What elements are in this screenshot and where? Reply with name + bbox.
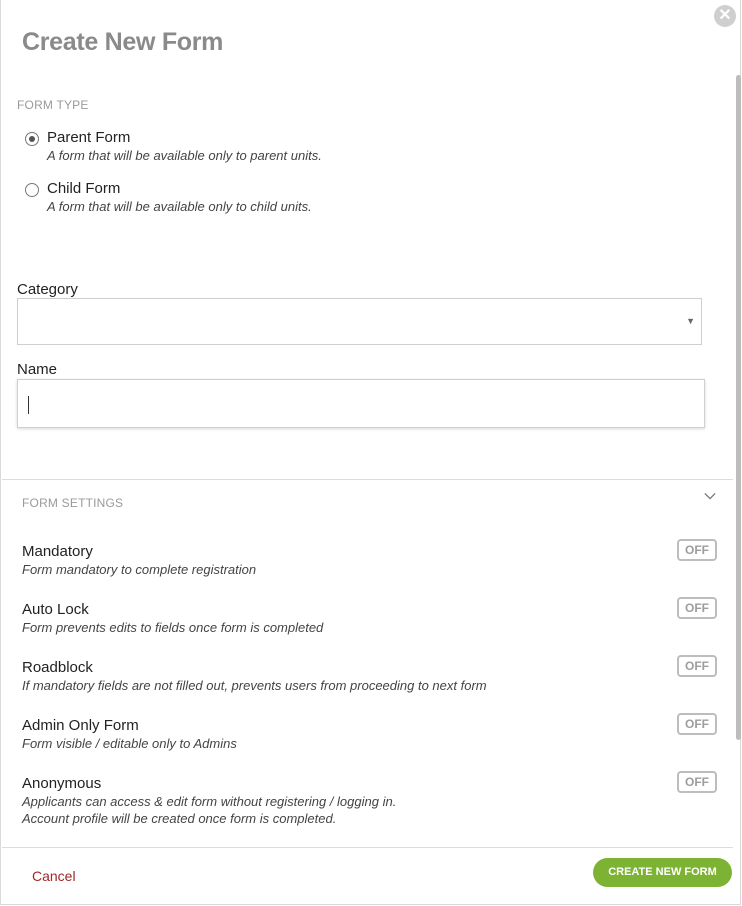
- create-new-form-button[interactable]: CREATE NEW FORM: [593, 858, 732, 887]
- form-settings-label: FORM SETTINGS: [22, 496, 124, 510]
- footer-divider: [2, 847, 733, 848]
- setting-description: Applicants can access & edit form without registering / logging in.: [22, 794, 397, 809]
- setting-title: Anonymous: [22, 775, 102, 792]
- mandatory-toggle[interactable]: OFF: [677, 539, 717, 561]
- section-divider: [2, 479, 733, 480]
- admin-only-toggle[interactable]: OFF: [677, 713, 717, 735]
- setting-title: Roadblock: [22, 659, 93, 676]
- setting-description: If mandatory fields are not filled out, prevents users from proceeding to next form: [22, 678, 487, 693]
- setting-title: Admin Only Form: [22, 717, 139, 734]
- radio-label: Parent Form: [47, 129, 131, 146]
- name-input[interactable]: [17, 379, 705, 428]
- radio-button-parent[interactable]: [25, 132, 39, 146]
- chevron-down-icon[interactable]: [704, 490, 716, 502]
- category-label: Category: [17, 281, 78, 298]
- text-caret: [28, 396, 29, 414]
- scrollbar[interactable]: [736, 75, 741, 740]
- dialog-title: Create New Form: [22, 28, 224, 56]
- cancel-button[interactable]: Cancel: [32, 868, 76, 884]
- setting-description-line2: Account profile will be created once form is completed.: [22, 811, 337, 826]
- radio-description: A form that will be available only to child units.: [47, 199, 312, 214]
- anonymous-toggle[interactable]: OFF: [677, 771, 717, 793]
- setting-description: Form mandatory to complete registration: [22, 562, 257, 577]
- close-icon[interactable]: ✕: [714, 5, 736, 27]
- setting-description: Form visible / editable only to Admins: [22, 736, 237, 751]
- roadblock-toggle[interactable]: OFF: [677, 655, 717, 677]
- form-type-label: FORM TYPE: [17, 98, 89, 112]
- setting-title: Mandatory: [22, 543, 93, 560]
- category-select[interactable]: [17, 298, 702, 345]
- name-label: Name: [17, 361, 58, 378]
- radio-button-child[interactable]: [25, 183, 39, 197]
- dropdown-arrow-icon: ▼: [686, 316, 695, 326]
- radio-description: A form that will be available only to parent units.: [47, 148, 322, 163]
- radio-label: Child Form: [47, 180, 121, 197]
- auto-lock-toggle[interactable]: OFF: [677, 597, 717, 619]
- setting-title: Auto Lock: [22, 601, 89, 618]
- setting-description: Form prevents edits to fields once form is completed: [22, 620, 324, 635]
